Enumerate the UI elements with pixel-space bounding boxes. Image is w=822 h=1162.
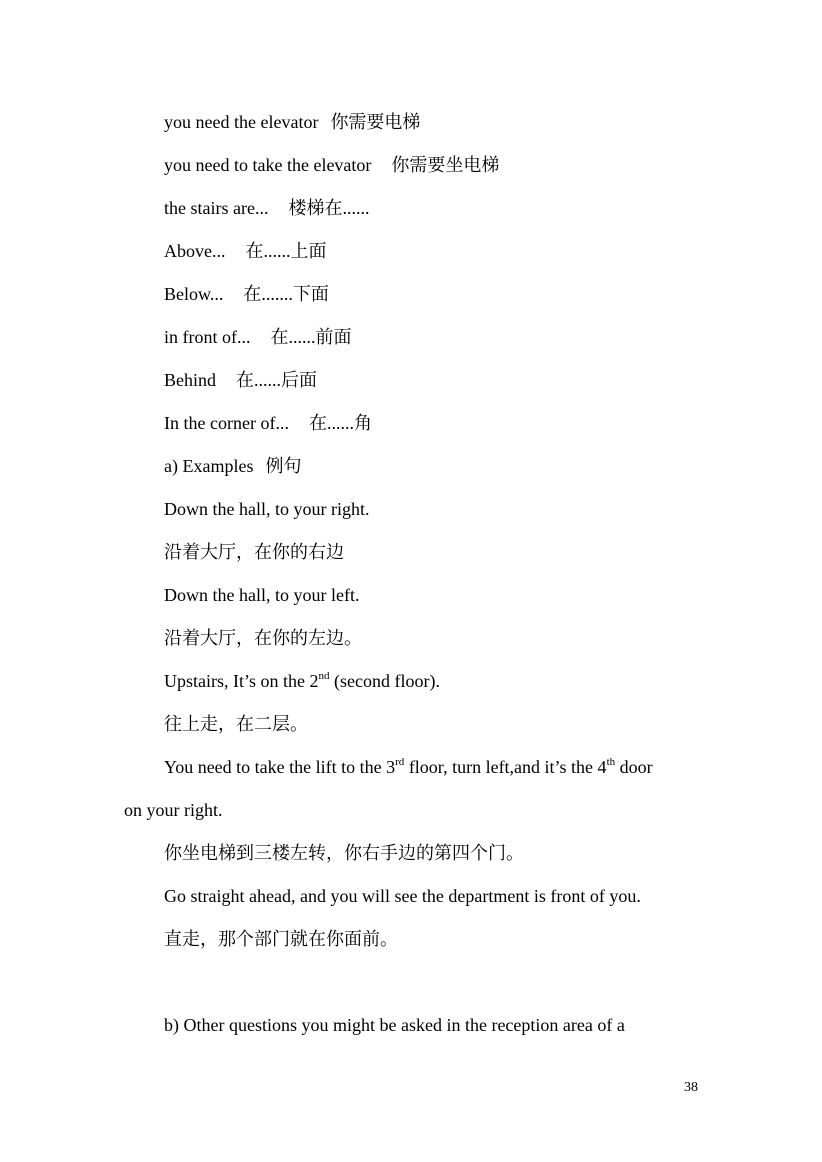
phrase-line-7 [164,369,317,391]
phrase-en: in front of... [164,327,251,347]
phrase-en: Above... [164,241,226,261]
phrase-zh: 楼梯在...... [288,198,370,218]
example-4-en: You need to take the lift to the 3rd floor, turn left,and it’s the 4th door [164,756,653,777]
example-5-zh: 直走，那个部门就在你面前。 [164,929,398,949]
phrase-line-4 [164,240,327,262]
examples-heading-en: a) Examples [164,456,254,476]
phrase-en: you need the elevator [164,112,319,132]
phrase-zh: 在......角 [308,413,372,433]
phrase-zh: 在.......下面 [243,284,329,304]
example-2-en: Down the hall, to your left. [164,585,360,605]
example-1-en: Down the hall, to your right. [164,499,370,519]
phrase-en: Behind [164,370,216,390]
phrase-line-3 [164,197,369,219]
phrase-line-6 [164,326,351,348]
example-1-zh: 沿着大厅，在你的右边 [164,542,344,562]
phrase-line-1 [164,111,420,133]
example-5-en: Go straight ahead, and you will see the department is front of you. [164,886,641,906]
phrase-en: the stairs are... [164,198,269,218]
phrase-zh: 在......后面 [236,370,317,390]
phrase-zh: 在......上面 [245,241,327,261]
phrase-zh: 你需要电梯 [330,112,421,132]
phrase-en: In the corner of... [164,413,289,433]
phrase-line-2 [164,154,499,176]
example-3-zh: 往上走，在二层。 [164,714,308,734]
phrase-zh: 在......前面 [270,327,352,347]
example-2-zh: 沿着大厅，在你的左边。 [164,628,362,648]
phrase-zh: 你需要坐电梯 [391,155,500,175]
phrase-en: Below... [164,284,224,304]
example-4-zh: 你坐电梯到三楼左转，你右手边的第四个门。 [164,843,524,863]
page-number: 38 [684,1080,698,1095]
example-4-en-continued: on your right. [124,800,223,820]
phrase-line-8 [164,412,372,434]
section-b-heading: b) Other questions you might be asked in the reception area of a [164,1015,625,1035]
phrase-en: you need to take the elevator [164,155,372,175]
example-3-en: Upstairs, It’s on the 2nd (second floor). [164,670,440,691]
examples-heading [164,455,301,477]
phrase-line-5 [164,283,329,305]
examples-heading-zh: 例句 [265,456,302,476]
